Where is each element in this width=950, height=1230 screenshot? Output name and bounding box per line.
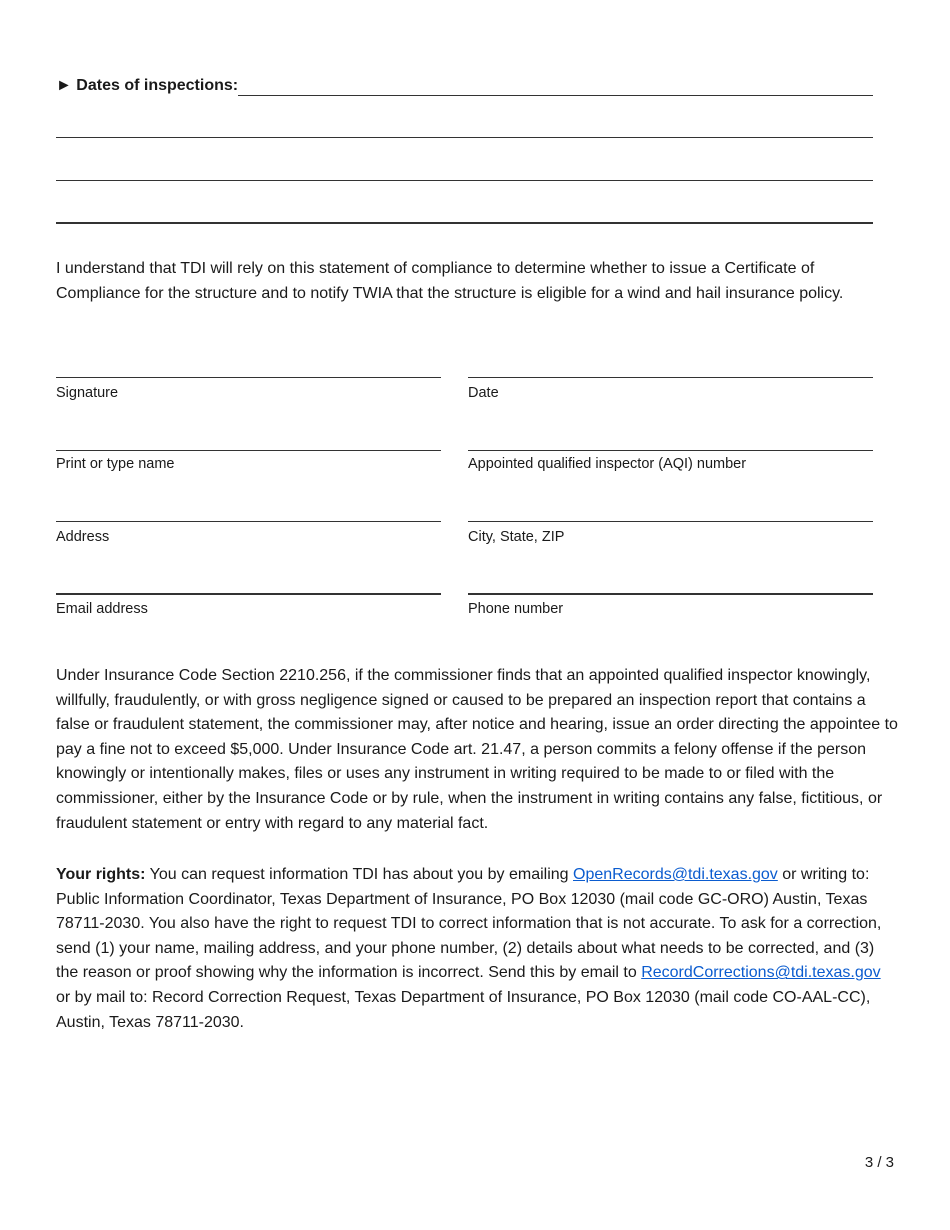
email-label: Email address bbox=[56, 601, 148, 617]
date-line[interactable] bbox=[468, 377, 873, 378]
dates-input-line-1[interactable] bbox=[238, 77, 873, 96]
phone-line[interactable] bbox=[468, 593, 873, 595]
rights-paragraph bbox=[56, 863, 898, 1035]
address-line[interactable] bbox=[56, 521, 441, 522]
rights-heading: Your rights: bbox=[56, 866, 146, 883]
legal-notice: Under Insurance Code Section 2210.256, if the commissioner finds that an appointed qualified inspector knowingly, willfully, fraudulently, or with gross negligence signed or caused to be prepared an inspection report that contains a false or fraudulent statement, the commissioner may, after notice and hearing, issue an order directing the appointee to pay a fine not to exceed $5,000. Under Insurance Code art. 21.47, a person commits a felony offense if the person knowingly or intentionally makes, files or uses any instrument in writing required to be made to or filed with the commissioner, either by the Insurance Code or by rule, when the instrument in writing contains any false, fictitious, or fraudulent statement or entry with regard to any material fact. bbox=[56, 667, 898, 832]
aqi-number-label: Appointed qualified inspector (AQI) number bbox=[468, 456, 747, 472]
rights-text-1: You can request information TDI has about you by emailing bbox=[145, 866, 574, 883]
print-name-label: Print or type name bbox=[56, 456, 175, 472]
dates-input-line-4[interactable] bbox=[56, 222, 873, 224]
address-label: Address bbox=[56, 529, 110, 545]
print-name-line[interactable] bbox=[56, 450, 441, 451]
arrow-icon: ► bbox=[56, 77, 72, 94]
rights-text-3: or by mail to: Record Correction Request, Texas Department of Insurance, PO Box 12030 (mail code CO-AAL-CC), Austin, Texas 78711-2030. bbox=[56, 988, 871, 1031]
dates-of-inspections-label bbox=[56, 76, 238, 96]
dates-input-line-3[interactable] bbox=[56, 180, 873, 181]
city-state-zip-label: City, State, ZIP bbox=[468, 529, 565, 545]
dates-label-text: Dates of inspections: bbox=[76, 77, 239, 94]
record-corrections-email-link[interactable]: RecordCorrections@tdi.texas.gov bbox=[641, 964, 881, 982]
compliance-statement: I understand that TDI will rely on this statement of compliance to determine whether to issue a Certificate of Compliance for the structure and to notify TWIA that the structure is eligible for a wind and hail insurance policy. bbox=[56, 260, 844, 302]
open-records-email-link[interactable]: OpenRecords@tdi.texas.gov bbox=[573, 866, 778, 883]
aqi-number-line[interactable] bbox=[468, 450, 873, 451]
email-line[interactable] bbox=[56, 593, 441, 595]
rights-text-2: or writing to: Public Information Coordinator, Texas Department of Insurance, PO Box 12030 (mail code GC-ORO) Austin, Texas 78711-2030. You also have the right to request TDI to correct information that is not accurate. To ask for a correction, send (1) your name, mailing address, and your phone number, (2) details about what needs to be corrected, and (3) the reason or proof showing why the information is incorrect. Send this by email to bbox=[56, 866, 882, 982]
page-number: 3 / 3 bbox=[864, 1154, 894, 1171]
signature-line[interactable] bbox=[56, 377, 441, 378]
dates-of-inspections-row bbox=[56, 76, 873, 96]
phone-label: Phone number bbox=[468, 601, 564, 617]
signature-label: Signature bbox=[56, 385, 119, 401]
city-state-zip-line[interactable] bbox=[468, 521, 873, 522]
dates-input-line-2[interactable] bbox=[56, 137, 873, 138]
date-label: Date bbox=[468, 385, 499, 401]
